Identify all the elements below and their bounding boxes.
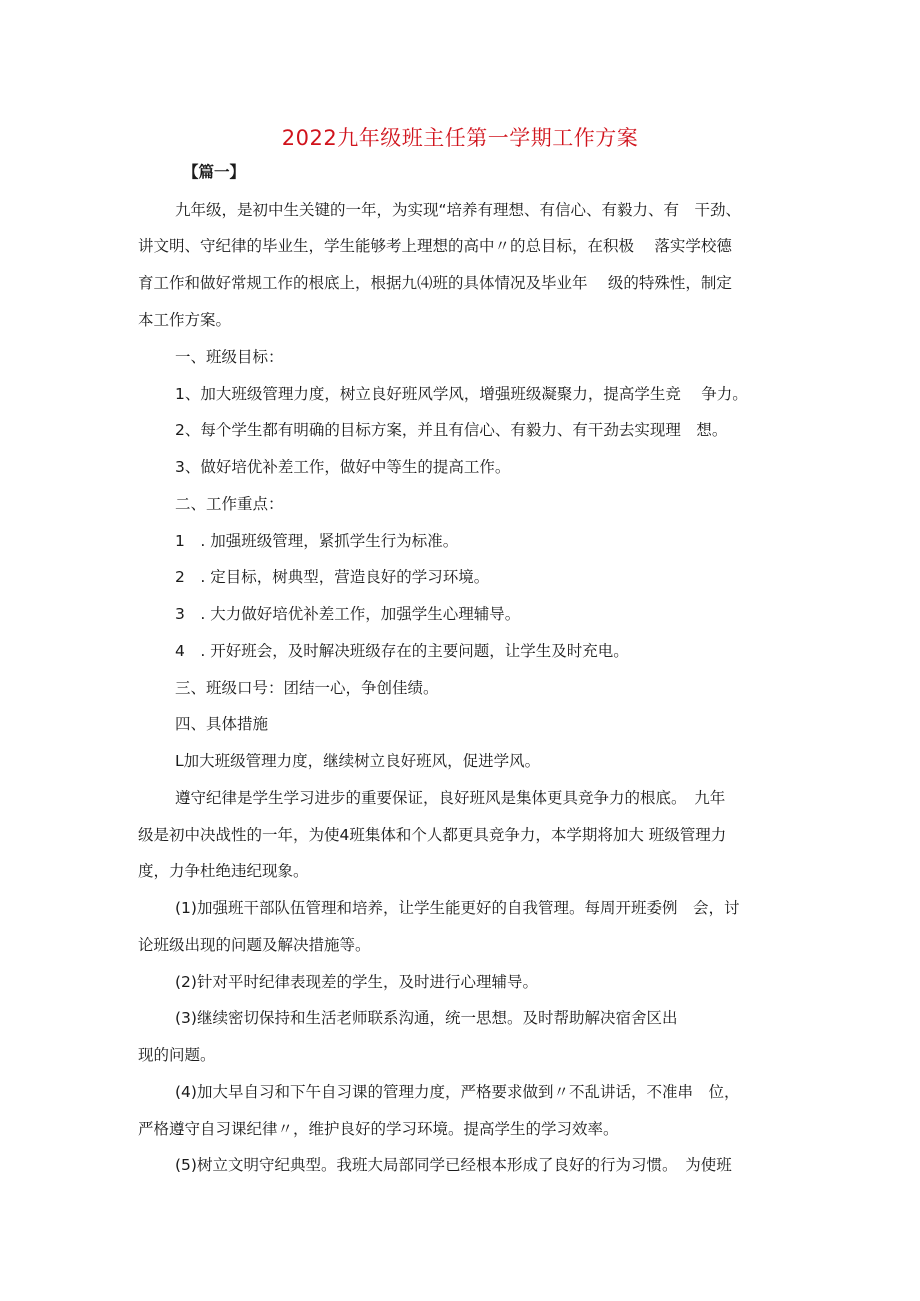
paragraph-line: 遵守纪律是学生学习进步的重要保证，良好班风是集体更具竞争力的根底。 九年 <box>175 789 726 807</box>
section-heading: 四、具体措施 <box>175 715 269 733</box>
section-label: 【篇一】 <box>183 163 246 181</box>
section-heading: 三、班级口号：团结一心，争创佳绩。 <box>175 679 439 697</box>
paragraph-line: (1)加强班干部队伍管理和培养，让学生能更好的自我管理。每周开班委例 会，讨 <box>175 899 740 917</box>
paragraph-line: 本工作方案。 <box>138 311 232 329</box>
paragraph-line: 讲文明、守纪律的毕业生，学生能够考上理想的高中〃的总目标，在积极 落实学校德 <box>138 237 732 255</box>
list-item: 2 . 定目标，树典型，营造良好的学习环境。 <box>175 568 490 586</box>
list-item: 1 . 加强班级管理，紧抓学生行为标准。 <box>175 532 459 550</box>
list-item: 4 . 开好班会，及时解决班级存在的主要问题，让学生及时充电。 <box>175 642 629 660</box>
section-heading: 一、班级目标： <box>175 348 284 366</box>
paragraph-line: 现的问题。 <box>138 1046 216 1064</box>
list-item: 3 . 大力做好培优补差工作，加强学生心理辅导。 <box>175 605 521 623</box>
list-item: 3、做好培优补差工作，做好中等生的提高工作。 <box>175 458 511 476</box>
paragraph-line: 严格遵守自习课纪律〃，维护良好的学习环境。提高学生的学习效率。 <box>138 1120 619 1138</box>
paragraph-line: (3)继续密切保持和生活老师联系沟通，统一思想。及时帮助解决宿舍区出 <box>175 1009 678 1027</box>
paragraph-line: 级是初中决战性的一年，为使4班集体和个人都更具竞争力，本学期将加大 班级管理力 <box>138 826 727 844</box>
paragraph-line: (5)树立文明守纪典型。我班大局部同学已经根本形成了良好的行为习惯。 为使班 <box>175 1156 732 1174</box>
paragraph-line: 育工作和做好常规工作的根底上，根据九⑷班的具体情况及毕业年 级的特殊性，制定 <box>138 274 732 292</box>
document-title: 2022九年级班主任第一学期工作方案 <box>281 126 639 150</box>
list-item: 2、每个学生都有明确的目标方案，并且有信心、有毅力、有干劲去实现理 想。 <box>175 421 728 439</box>
paragraph-line: 度，力争杜绝违纪现象。 <box>138 862 309 880</box>
subsection-heading: L加大班级管理力度，继续树立良好班风，促进学风。 <box>175 752 541 770</box>
paragraph-line: (2)针对平时纪律表现差的学生，及时进行心理辅导。 <box>175 973 538 991</box>
paragraph-line: 九年级，是初中生关键的一年，为实现“培养有理想、有信心、有毅力、有 干劲、 <box>175 201 742 219</box>
paragraph-line: 论班级出现的问题及解决措施等。 <box>138 936 371 954</box>
paragraph-line: (4)加大早自习和下午自习课的管理力度，严格要求做到〃不乱讲话，不准串 位， <box>175 1083 740 1101</box>
list-item: 1、加大班级管理力度，树立良好班风学风，增强班级凝聚力，提高学生竞 争力。 <box>175 385 748 403</box>
section-heading: 二、工作重点： <box>175 495 284 513</box>
